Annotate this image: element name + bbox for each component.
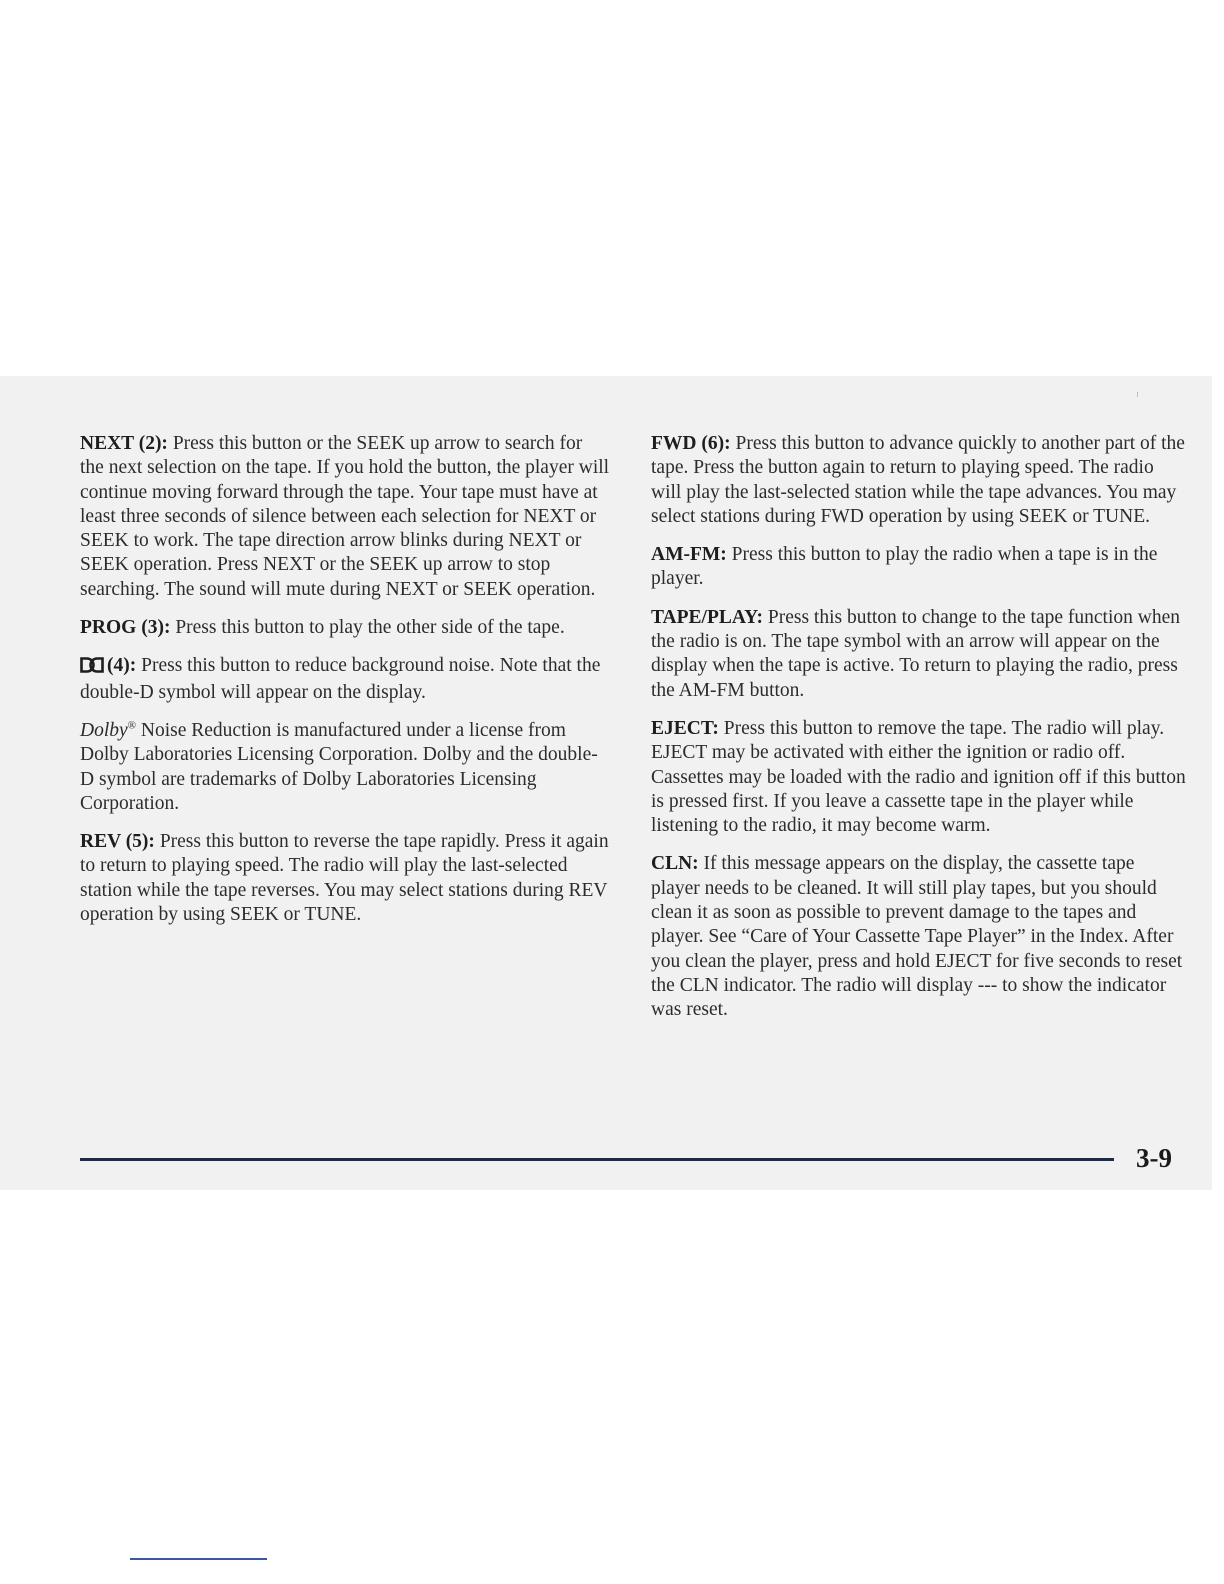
dolby-notice-text: Noise Reduction is manufactured under a license from Dolby Laboratories Licensing Corporation. Dolby and the double-D symbol are trademarks of Dolby Laboratories Licensing Corporation. [80,719,598,814]
amfm-term: AM-FM: [651,544,727,566]
rev-paragraph [80,830,610,927]
page-number: 3-9 [1136,1143,1172,1173]
eject-text: Press this button to remove the tape. The radio will play. EJECT may be activated with either the ignition or radio off. Cassettes may be loaded with the radio and ignition off if this button is pressed first. If you leave a cassette tape in the player while listening to the radio, it may become warm. [651,717,1186,837]
footer-link-underline[interactable] [130,1558,267,1560]
rev-term: REV (5): [80,831,155,853]
dolby-button-paragraph [80,654,610,705]
double-d-icon [80,656,104,680]
prog-paragraph [80,616,610,640]
right-column [651,432,1186,1037]
registered-mark: ® [127,719,137,732]
left-column [80,432,610,941]
next-text: Press this button or the SEEK up arrow to search for the next selection on the tape. If you hold the button, the player will continue moving forward through the tape. Your tape must have at least three seconds of silence between each selection for NEXT or SEEK to work. The tape direction arrow blinks during NEXT or SEEK operation. Press NEXT or the SEEK up arrow to stop searching. The sound will mute during NEXT or SEEK operation. [80,433,610,600]
dolby-notice-paragraph [80,719,610,816]
tapeplay-paragraph [651,606,1186,703]
dolby-button-text: Press this button to reduce background noise. Note that the double-D symbol will appear on the display. [80,655,601,703]
tapeplay-term: TAPE/PLAY: [651,606,763,628]
cln-text: If this message appears on the display, the cassette tape player needs to be cleaned. It will still play tapes, but you should clean it as soon as possible to prevent damage to the tapes and player. See “Care of Your Cassette Tape Player” in the Index. After you clean the player, press and hold EJECT for five seconds to reset the CLN indicator. The radio will display --- to show the indicator was reset. [651,853,1183,1021]
dolby-word: Dolby [80,719,128,741]
cln-term: CLN: [651,853,699,875]
cln-paragraph [651,852,1186,1022]
rev-text: Press this button to reverse the tape rapidly. Press it again to return to playing speed. The radio will play the last-selected station while the tape reverses. You may select stations during REV operation by using SEEK or TUNE. [80,831,609,926]
amfm-paragraph [651,543,1186,592]
next-term: NEXT (2): [80,433,168,454]
prog-term: PROG (3): [80,617,171,639]
footer-rule [80,1158,1114,1161]
eject-term: EJECT: [651,717,719,739]
fwd-term: FWD (6): [651,433,731,454]
scan-speck [1137,392,1138,397]
fwd-paragraph [651,432,1186,529]
prog-text: Press this button to play the other side of the tape. [175,617,565,639]
eject-paragraph [651,717,1186,838]
next-paragraph [80,432,610,602]
dolby-button-term: (4): [107,655,137,677]
tapeplay-text: Press this button to change to the tape function when the radio is on. The tape symbol with an arrow will appear on the display when the tape is active. To return to playing the radio, press the AM-FM button. [651,606,1180,701]
fwd-text: Press this button to advance quickly to another part of the tape. Press the button again to return to playing speed. The radio will play the last-selected station while the tape advances. You may select stations during FWD operation by using SEEK or TUNE. [651,433,1185,527]
amfm-text: Press this button to play the radio when a tape is in the player. [651,544,1158,590]
